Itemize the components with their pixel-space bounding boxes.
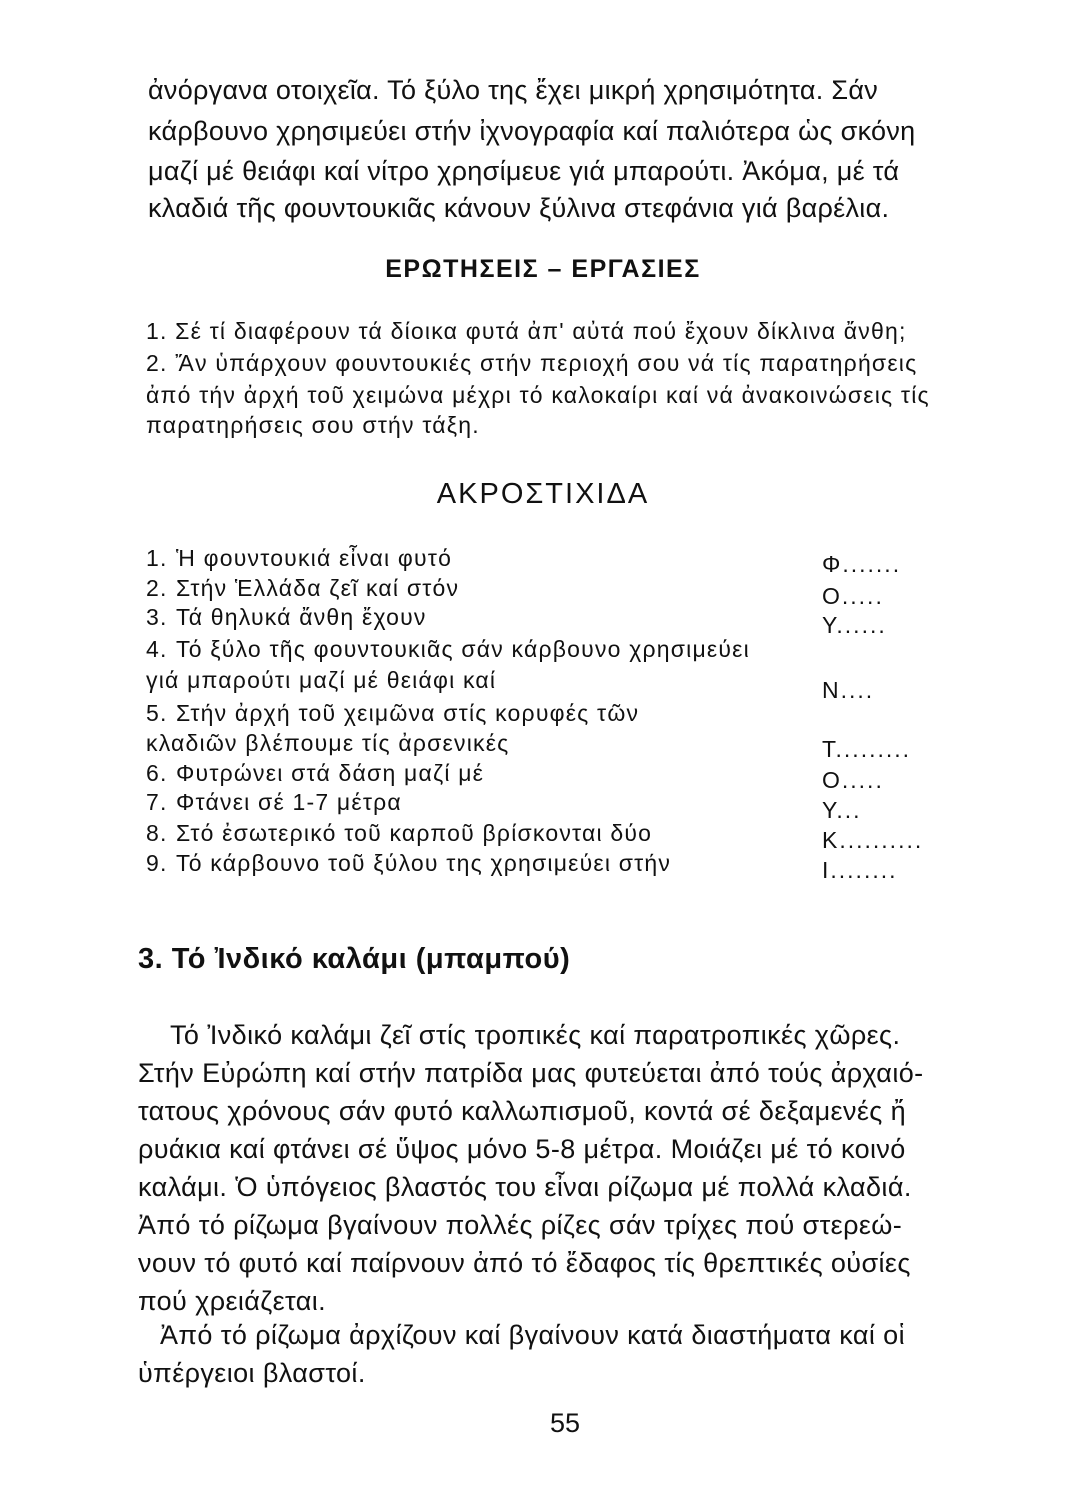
clue-text: Στήν ἀρχή τοῦ χειμῶνα στίς κορυφές τῶν bbox=[176, 700, 640, 726]
section-title: 3. Τό Ἰνδικό καλάμι (μπαμπού) bbox=[138, 943, 571, 975]
acrostic-answer: Ν.... bbox=[822, 677, 875, 703]
acrostic-answer: Φ....... bbox=[822, 551, 902, 577]
clue-number: 7. bbox=[146, 789, 168, 815]
acrostic-clue bbox=[146, 545, 826, 572]
acrostic-answer: Τ......... bbox=[822, 736, 912, 762]
intro-line: κλαδιά τῆς φουντουκιᾶς κάνουν ξύλινα στεφάνια γιά βαρέλια. bbox=[148, 193, 890, 223]
acrostic-clue bbox=[146, 604, 826, 631]
body-line: καλάμι. Ὁ ὑπόγειος βλαστός του εἶναι ρίζωμα μέ πολλά κλαδιά. bbox=[138, 1172, 912, 1202]
acrostic-clue bbox=[146, 789, 826, 816]
questions-heading: ΕΡΩΤΗΣΕΙΣ – ΕΡΓΑΣΙΕΣ bbox=[385, 255, 701, 283]
question-line: παρατηρήσεις σου στήν τάξη. bbox=[146, 412, 480, 438]
clue-number: 2. bbox=[146, 575, 168, 601]
acrostic-answer: Υ...... bbox=[822, 612, 887, 638]
question-line: 1. Σέ τί διαφέρουν τά δίοικα φυτά ἀπ' αὐτά πού ἔχουν δίκλινα ἄνθη; bbox=[146, 318, 907, 344]
clue-text: Τά θηλυκά ἄνθη ἔχουν bbox=[176, 604, 427, 630]
body-line: Τό Ἰνδικό καλάμι ζεῖ στίς τροπικές καί παρατροπικές χῶρες. bbox=[170, 1020, 901, 1050]
body-line: Ἀπό τό ρίζωμα ἀρχίζουν καί βγαίνουν κατά διαστήματα καί οἱ bbox=[160, 1320, 905, 1350]
clue-text-continuation: κλαδιῶν βλέπουμε τίς ἀρσενικές bbox=[146, 730, 510, 756]
body-line: τατους χρόνους σάν φυτό καλλωπισμοῦ, κοντά σέ δεξαμενές ἤ bbox=[138, 1096, 907, 1126]
clue-text: Στήν Ἑλλάδα ζεῖ καί στόν bbox=[176, 575, 460, 601]
acrostic-clue bbox=[146, 575, 826, 602]
clue-number: 4. bbox=[146, 636, 168, 662]
body-line: νουν τό φυτό καί παίρνουν ἀπό τό ἔδαφος τίς θρεπτικές οὐσίες bbox=[138, 1248, 911, 1278]
intro-line: μαζί μέ θειάφι καί νίτρο χρησίμευε γιά μπαρούτι. Ἀκόμα, μέ τά bbox=[148, 156, 900, 186]
clue-text: Στό ἐσωτερικό τοῦ καρποῦ βρίσκονται δύο bbox=[176, 820, 653, 846]
acrostic-clue bbox=[146, 820, 826, 847]
acrostic-clue bbox=[146, 850, 826, 877]
acrostic-answer: Υ... bbox=[822, 797, 862, 823]
acrostic-clue bbox=[146, 636, 826, 663]
clue-text: Τό ξύλο τῆς φουντουκιᾶς σάν κάρβουνο χρησιμεύει bbox=[176, 636, 750, 662]
clue-number: 3. bbox=[146, 604, 168, 630]
clue-text: Τό κάρβουνο τοῦ ξύλου της χρησιμεύει στήν bbox=[176, 850, 672, 876]
acrostic-heading: ΑΚΡΟΣΤΙΧΙΔΑ bbox=[436, 478, 650, 510]
body-line: ὑπέργειοι βλαστοί. bbox=[138, 1358, 366, 1388]
intro-line: ἀνόργανα οτοιχεῖα. Τό ξύλο της ἔχει μικρή χρησιμότητα. Σάν bbox=[148, 75, 879, 105]
body-line: πού χρειάζεται. bbox=[138, 1286, 327, 1316]
clue-text: Φτάνει σέ 1-7 μέτρα bbox=[176, 789, 402, 815]
question-line: ἀπό τήν ἀρχή τοῦ χειμώνα μέχρι τό καλοκαίρι καί νά ἀνακοινώσεις τίς bbox=[146, 382, 930, 408]
question-line: 2. Ἄν ὑπάρχουν φουντουκιές στήν περιοχή σου νά τίς παρατηρήσεις bbox=[146, 350, 918, 376]
acrostic-answer: Κ.......... bbox=[822, 827, 924, 853]
acrostic-clue bbox=[146, 760, 826, 787]
body-line: ρυάκια καί φτάνει σέ ὕψος μόνο 5-8 μέτρα. Μοιάζει μέ τό κοινό bbox=[138, 1134, 906, 1164]
body-line: Ἀπό τό ρίζωμα βγαίνουν πολλές ρίζες σάν τρίχες πού στερεώ- bbox=[138, 1210, 903, 1240]
acrostic-answer: Ο..... bbox=[822, 583, 884, 609]
clue-text-continuation: γιά μπαρούτι μαζί μέ θειάφι καί bbox=[146, 667, 497, 693]
intro-line: κάρβουνο χρησιμεύει στήν ἰχνογραφία καί παλιότερα ὡς σκόνη bbox=[148, 116, 916, 146]
clue-text: Φυτρώνει στά δάση μαζί μέ bbox=[176, 760, 485, 786]
acrostic-answer: Ο..... bbox=[822, 767, 884, 793]
clue-number: 5. bbox=[146, 700, 168, 726]
clue-number: 1. bbox=[146, 545, 168, 571]
clue-text: Ἡ φουντουκιά εἶναι φυτό bbox=[176, 545, 453, 571]
acrostic-clue bbox=[146, 700, 826, 727]
page-number: 55 bbox=[549, 1408, 581, 1438]
acrostic-answer: Ι........ bbox=[822, 857, 898, 883]
clue-number: 9. bbox=[146, 850, 168, 876]
clue-number: 6. bbox=[146, 760, 168, 786]
clue-number: 8. bbox=[146, 820, 168, 846]
body-line: Στήν Εὐρώπη καί στήν πατρίδα μας φυτεύεται ἀπό τούς ἀρχαιό- bbox=[138, 1058, 924, 1088]
